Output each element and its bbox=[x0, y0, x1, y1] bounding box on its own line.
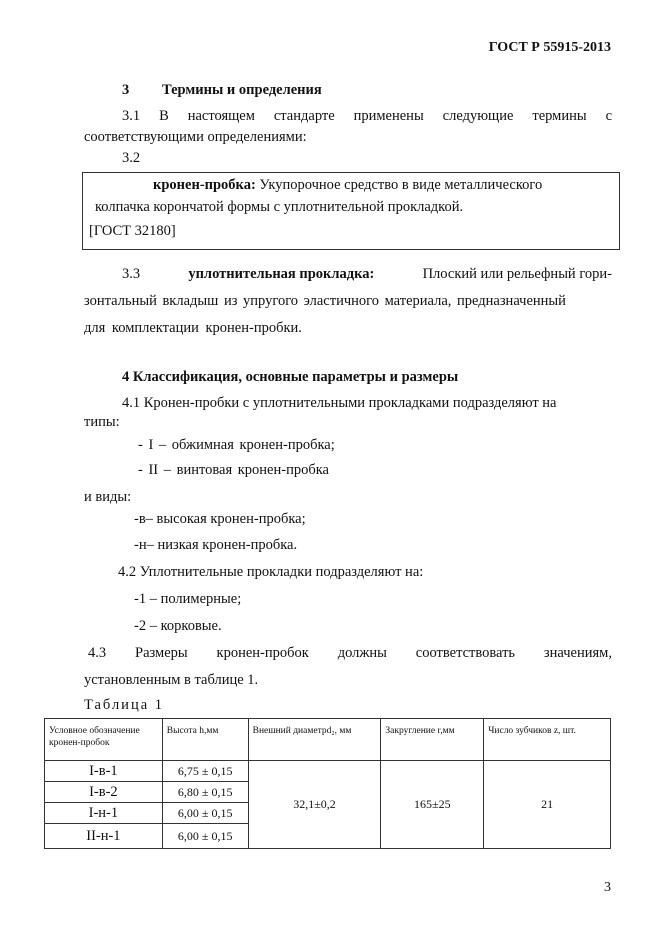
cell-designation: II-н-1 bbox=[45, 824, 163, 849]
definition-text-line2: колпачка корончатой формы с уплотнительной прокладкой. bbox=[95, 199, 464, 215]
paragraph-3-3-number: 3.3 bbox=[122, 266, 141, 282]
gasket-item-2: -2 – корковые. bbox=[134, 618, 222, 634]
cell-designation: I-н-1 bbox=[45, 803, 163, 824]
section-4-title: 4 Классификация, основные параметры и размеры bbox=[122, 369, 459, 385]
cell-diameter: 32,1±0,2 bbox=[248, 761, 381, 849]
word: В bbox=[159, 108, 169, 124]
section-3-number: 3 bbox=[122, 82, 130, 98]
word: 4.3 bbox=[88, 645, 107, 661]
word: кронен-пробок bbox=[216, 645, 309, 661]
word: с bbox=[605, 108, 612, 124]
cell-designation: I-в-1 bbox=[45, 761, 163, 782]
cell-height: 6,80 ± 0,15 bbox=[162, 782, 248, 803]
paragraph-3-3-term: уплотнительная прокладка: bbox=[188, 266, 375, 282]
cell-height: 6,00 ± 0,15 bbox=[162, 803, 248, 824]
paragraph-3-3-line3: для комплектации кронен-пробки. bbox=[84, 320, 302, 336]
paragraph-3-1-line1 bbox=[122, 108, 612, 125]
word: 3.1 bbox=[122, 108, 141, 124]
type-item-1: - I – обжимная кронен-пробка; bbox=[138, 437, 335, 453]
word: применены bbox=[353, 108, 424, 124]
views-label: и виды: bbox=[84, 489, 132, 505]
definition-line1 bbox=[153, 177, 542, 194]
definition-text-line1: Укупорочное средство в виде металлического bbox=[259, 177, 543, 193]
paragraph-3-3-line1 bbox=[122, 266, 612, 283]
header-diameter: Внешний диаметрd₂, мм bbox=[248, 719, 381, 761]
definition-reference: [ГОСТ 32180] bbox=[89, 223, 176, 239]
gasket-item-1: -1 – полимерные; bbox=[134, 591, 242, 607]
section-3-title: Термины и определения bbox=[162, 82, 322, 98]
word: Размеры bbox=[135, 645, 188, 661]
word: следующие bbox=[442, 108, 514, 124]
cell-rounding: 165±25 bbox=[381, 761, 484, 849]
paragraph-4-3-line2: установленным в таблице 1. bbox=[84, 672, 259, 688]
header-height: Высота h,мм bbox=[162, 719, 248, 761]
word: должны bbox=[337, 645, 387, 661]
word: соответствовать bbox=[415, 645, 516, 661]
paragraph-4-3-line1 bbox=[88, 645, 612, 662]
table-1 bbox=[44, 718, 611, 849]
type-item-2: - II – винтовая кронен-пробка bbox=[138, 462, 329, 478]
cell-height: 6,00 ± 0,15 bbox=[162, 824, 248, 849]
word: настоящем bbox=[187, 108, 255, 124]
table-header-row bbox=[45, 719, 611, 761]
table-row bbox=[45, 761, 611, 782]
header-designation: Условное обозначение кронен-пробок bbox=[45, 719, 163, 761]
view-item-2: -н– низкая кронен-пробка. bbox=[134, 537, 298, 553]
paragraph-3-3-line1-rest: Плоский или рельефный гори- bbox=[422, 266, 612, 282]
paragraph-4-2: 4.2 Уплотнительные прокладки подразделяют на: bbox=[118, 564, 424, 580]
paragraph-3-2-number: 3.2 bbox=[122, 150, 141, 166]
cell-height: 6,75 ± 0,15 bbox=[162, 761, 248, 782]
header-teeth: Число зубчиков z, шт. bbox=[484, 719, 611, 761]
word: стандарте bbox=[273, 108, 335, 124]
paragraph-4-1-line1: 4.1 Кронен-пробки с уплотнительными прокладками подразделяют на bbox=[122, 395, 557, 411]
cell-designation: I-в-2 bbox=[45, 782, 163, 803]
definition-box bbox=[82, 172, 620, 250]
definition-term: кронен-пробка: bbox=[153, 177, 256, 193]
document-code: ГОСТ Р 55915-2013 bbox=[488, 40, 611, 55]
paragraph-4-1-line2: типы: bbox=[84, 414, 120, 430]
view-item-1: -в– высокая кронен-пробка; bbox=[134, 511, 306, 527]
cell-teeth: 21 bbox=[484, 761, 611, 849]
word: значениям, bbox=[543, 645, 612, 661]
page-number: 3 bbox=[604, 880, 611, 895]
table-caption: Таблица 1 bbox=[84, 697, 165, 713]
paragraph-3-3-line2: зонтальный вкладыш из упругого эластичного материала, предназначенный bbox=[84, 293, 566, 309]
word: термины bbox=[532, 108, 587, 124]
header-rounding: Закругление r,мм bbox=[381, 719, 484, 761]
paragraph-3-1-line2: соответствующими определениями: bbox=[84, 129, 307, 145]
